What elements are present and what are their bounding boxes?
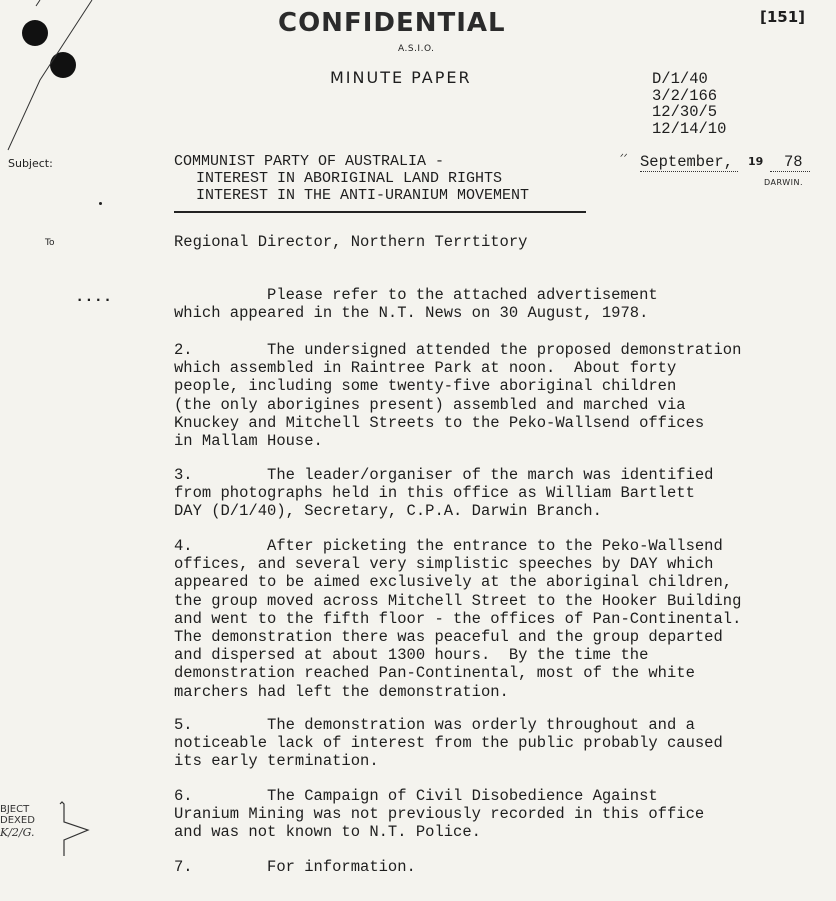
- date-block: [620, 153, 815, 193]
- paragraph-7: 7. For information.: [174, 858, 416, 876]
- page-number: [151]: [760, 8, 806, 26]
- paragraph-3: 3. The leader/organiser of the march was identified from photographs held in this office as William Bartlett DAY (D/1/40), Secretary, C.P.A. Darwin Branch.: [174, 466, 714, 521]
- paragraph-2: 2. The undersigned attended the proposed demonstration which assembled in Raintree Park at noon. About forty people, including some twenty-five aboriginal children (the only aborigines present) assembled and marched via Knuckey and Mitchell Streets to the Peko-Wallsend offices in Mallam House.: [174, 341, 742, 451]
- year-underline: [770, 171, 810, 172]
- subject-line: COMMUNIST PARTY OF AUSTRALIA -: [174, 153, 445, 170]
- margin-dot: [99, 202, 102, 205]
- indexed-stamp-line: BJECT: [0, 804, 30, 815]
- confidential-stamp: CONFIDENTIAL: [278, 8, 506, 38]
- to-label: To: [45, 238, 55, 248]
- indexed-stamp: [0, 804, 35, 838]
- date-year: 78: [784, 153, 803, 171]
- file-ref: 3/2/166: [652, 86, 718, 105]
- indexed-stamp-line: DEXED: [0, 815, 35, 826]
- date-century: 19: [748, 155, 764, 168]
- handwritten-index: K/2/G.: [0, 826, 35, 839]
- subject-line: INTEREST IN THE ANTI-URANIUM MOVEMENT: [196, 187, 530, 204]
- subject-label: Subject:: [8, 157, 53, 170]
- file-ref: 12/14/10: [652, 119, 727, 138]
- tick-mark: ᐟᐟ: [620, 153, 628, 163]
- paragraph-5: 5. The demonstration was orderly throughout and a noticeable lack of interest from the public probably caused its early termination.: [174, 716, 723, 771]
- paragraph-1: Please refer to the attached advertisement which appeared in the N.T. News on 30 August, 1978.: [174, 286, 658, 323]
- subject-block: [174, 153, 529, 204]
- file-ref: D/1/40: [652, 70, 708, 88]
- margin-dots: ....: [75, 288, 113, 306]
- form-title: MINUTE PAPER: [330, 68, 472, 87]
- agency-label: A.S.I.O.: [398, 44, 435, 54]
- date-underline: [640, 171, 738, 172]
- margin-pen-line: [0, 0, 110, 160]
- indexed-arrow-icon: [58, 800, 92, 858]
- addressee: Regional Director, Northern Terrtitory: [174, 233, 528, 251]
- paragraph-6: 6. The Campaign of Civil Disobedience Against Uranium Mining was not previously recorded in this office and was not known to N.T. Police.: [174, 787, 705, 842]
- subject-underline: [174, 211, 586, 213]
- file-ref: 12/30/5: [652, 103, 718, 121]
- date-place: DARWIN.: [764, 178, 804, 187]
- date-month: September,: [640, 153, 734, 171]
- file-references: [652, 71, 726, 137]
- paragraph-4: 4. After picketing the entrance to the Peko-Wallsend offices, and several very simplistic speeches by DAY which appeared to be aimed exclusively at the aboriginal children, the group moved across Mitchell Street to the Hooker Building and went to the fifth floor - the offices of Pan-Continental. The demonstration there was peaceful and the group departed and dispersed at about 1300 hours. By the time the demonstration reached Pan-Continental, most of the white marchers had left the demonstration.: [174, 537, 742, 701]
- subject-line: INTEREST IN ABORIGINAL LAND RIGHTS: [196, 170, 503, 187]
